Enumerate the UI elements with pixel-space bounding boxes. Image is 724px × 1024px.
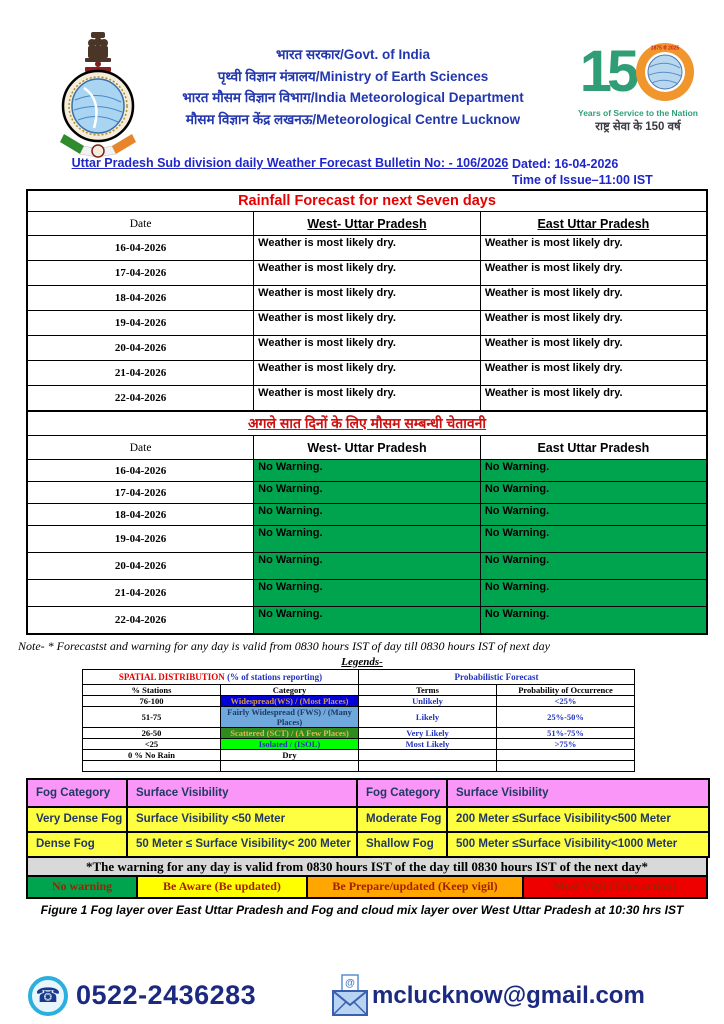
probability-cell: 25%-50% bbox=[497, 706, 635, 727]
warning-color-code-row bbox=[26, 875, 708, 899]
phone-contact bbox=[28, 976, 328, 1016]
warning-table-title-hindi: अगले सात दिनों के लिए मौसम सम्बन्धी चेतावनी bbox=[27, 411, 707, 436]
date-cell: 22-04-2026 bbox=[27, 607, 254, 634]
date-cell: 16-04-2026 bbox=[27, 460, 254, 482]
color-code-be-prepared: Be Prepare/updated (Keep vigil) bbox=[308, 877, 524, 897]
rainfall-table-title: Rainfall Forecast for next Seven days bbox=[27, 190, 707, 212]
header-line-govt: भारत सरकार/Govt. of India bbox=[276, 47, 430, 62]
date-cell: 21-04-2026 bbox=[27, 580, 254, 607]
color-code-no-warning: No warning bbox=[28, 877, 138, 897]
table-row bbox=[27, 336, 707, 361]
probability-cell: <25% bbox=[497, 695, 635, 706]
legend-row bbox=[83, 738, 635, 749]
category-cell: Scattered (SCT) / (A Few Places) bbox=[221, 727, 359, 738]
phone-number: 0522-2436283 bbox=[76, 980, 257, 1010]
date-cell: 20-04-2026 bbox=[27, 553, 254, 580]
east-forecast-cell: Weather is most likely dry. bbox=[480, 361, 707, 386]
fog-col-header: Surface Visibility bbox=[127, 779, 357, 807]
term-cell: Likely bbox=[359, 706, 497, 727]
term-cell bbox=[359, 749, 497, 760]
header-text-block bbox=[146, 44, 560, 130]
col-header-west: West- Uttar Pradesh bbox=[254, 212, 481, 236]
term-cell: Most Likely bbox=[359, 738, 497, 749]
fog-visibility-cell: 200 Meter ≤Surface Visibility<500 Meter bbox=[447, 807, 709, 832]
fog-col-header: Surface Visibility bbox=[447, 779, 709, 807]
category-cell: Dry bbox=[221, 749, 359, 760]
legends-caption: Legends- bbox=[341, 655, 383, 668]
west-forecast-cell: Weather is most likely dry. bbox=[254, 236, 481, 261]
header-line-centre: मौसम विज्ञान केंद्र लखनऊ/Meteorological Centre Lucknow bbox=[185, 111, 521, 127]
table-row bbox=[27, 361, 707, 386]
header-line-imd: भारत मौसम विज्ञान विभाग/India Meteorological Department bbox=[182, 90, 524, 106]
term-cell bbox=[359, 760, 497, 771]
col-header-date: Date bbox=[27, 436, 254, 460]
table-row bbox=[27, 236, 707, 261]
col-header-date: Date bbox=[27, 212, 254, 236]
table-row bbox=[27, 386, 707, 411]
table-row bbox=[27, 286, 707, 311]
stations-cell: 0 % No Rain bbox=[83, 749, 221, 760]
west-warning-cell: No Warning. bbox=[254, 607, 481, 634]
fog-category-cell: Dense Fog bbox=[27, 832, 127, 857]
west-forecast-cell: Weather is most likely dry. bbox=[254, 261, 481, 286]
category-cell: Widespread(WS) / (Most Places) bbox=[221, 695, 359, 706]
bulletin-title: Uttar Pradesh Sub division daily Weather Forecast Bulletin No: - 106/2026 bbox=[71, 156, 509, 170]
east-forecast-cell: Weather is most likely dry. bbox=[480, 286, 707, 311]
west-warning-cell: No Warning. bbox=[254, 482, 481, 504]
east-warning-cell: No Warning. bbox=[480, 526, 707, 553]
150-logo-digits: 15 bbox=[579, 39, 635, 104]
legends-table bbox=[82, 669, 635, 772]
west-warning-cell: No Warning. bbox=[254, 504, 481, 526]
legend-row bbox=[83, 706, 635, 727]
table-row bbox=[27, 526, 707, 553]
category-cell: Fairly Widespread (FWS) / (Many Places) bbox=[221, 706, 359, 727]
stations-cell: 51-75 bbox=[83, 706, 221, 727]
table-row bbox=[27, 482, 707, 504]
telephone-icon: ☎ bbox=[28, 976, 68, 1016]
west-forecast-cell: Weather is most likely dry. bbox=[254, 386, 481, 411]
fog-visibility-cell: 500 Meter ≤Surface Visibility<1000 Meter bbox=[447, 832, 709, 857]
west-forecast-cell: Weather is most likely dry. bbox=[254, 286, 481, 311]
email-envelope-icon bbox=[328, 973, 372, 1019]
east-forecast-cell: Weather is most likely dry. bbox=[480, 311, 707, 336]
east-warning-cell: No Warning. bbox=[480, 553, 707, 580]
150-caption-en: Years of Service to the Nation bbox=[578, 108, 698, 118]
east-warning-cell: No Warning. bbox=[480, 460, 707, 482]
rainfall-header-row bbox=[27, 212, 707, 236]
east-warning-cell: No Warning. bbox=[480, 504, 707, 526]
rainfall-forecast-table bbox=[26, 189, 708, 412]
table-row bbox=[27, 607, 707, 634]
fog-category-cell: Very Dense Fog bbox=[27, 807, 127, 832]
probability-cell bbox=[497, 760, 635, 771]
east-warning-cell: No Warning. bbox=[480, 482, 707, 504]
east-forecast-cell: Weather is most likely dry. bbox=[480, 336, 707, 361]
bulletin-issue-time: Time of Issue–11:00 IST bbox=[512, 173, 653, 188]
table-row bbox=[27, 580, 707, 607]
color-code-be-aware: Be Aware (Be updated) bbox=[138, 877, 308, 897]
warning-header-row bbox=[27, 436, 707, 460]
west-warning-cell: No Warning. bbox=[254, 553, 481, 580]
figure-caption: Figure 1 Fog layer over East Uttar Pradesh and Fog and cloud mix layer over West Uttar Pradesh at 10:30 hrs IST bbox=[40, 902, 684, 917]
bulletin-dated: Dated: 16-04-2026 bbox=[512, 157, 619, 171]
date-cell: 19-04-2026 bbox=[27, 311, 254, 336]
fog-header-row bbox=[27, 779, 709, 807]
table-row bbox=[27, 311, 707, 336]
west-warning-cell: No Warning. bbox=[254, 580, 481, 607]
table-row bbox=[27, 504, 707, 526]
east-forecast-cell: Weather is most likely dry. bbox=[480, 386, 707, 411]
category-cell: Isolated / (ISOL) bbox=[221, 738, 359, 749]
validity-footnote: Note- * Forecastst and warning for any day is valid from 0830 hours IST of day till 0830 hours IST of next day bbox=[18, 638, 550, 653]
fog-category-table bbox=[26, 778, 710, 858]
spatial-distribution-header: SPATIAL DISTRIBUTION (% of stations reporting) bbox=[83, 669, 359, 684]
west-forecast-cell: Weather is most likely dry. bbox=[254, 311, 481, 336]
term-cell: Unlikely bbox=[359, 695, 497, 706]
fog-visibility-cell: Surface Visibility <50 Meter bbox=[127, 807, 357, 832]
east-warning-cell: No Warning. bbox=[480, 580, 707, 607]
stations-cell: 26-50 bbox=[83, 727, 221, 738]
col-header-stations: % Stations bbox=[83, 684, 221, 695]
col-header-probability: Probability of Occurrence bbox=[497, 684, 635, 695]
fog-col-header: Fog Category bbox=[357, 779, 447, 807]
svg-text:1875 से 2025: 1875 से 2025 bbox=[651, 45, 680, 52]
term-cell: Very Likely bbox=[359, 727, 497, 738]
date-cell: 18-04-2026 bbox=[27, 286, 254, 311]
color-code-most-vigil: Most Vigil (Take action) bbox=[524, 877, 706, 897]
col-header-east: East Uttar Pradesh bbox=[480, 212, 707, 236]
col-header-west: West- Uttar Pradesh bbox=[254, 436, 481, 460]
probabilistic-forecast-header: Probabilistic Forecast bbox=[359, 669, 635, 684]
150-globe-zero-icon bbox=[634, 41, 696, 103]
stations-cell: 76-100 bbox=[83, 695, 221, 706]
email-contact bbox=[328, 973, 645, 1019]
warning-validity-banner: *The warning for any day is valid from 0830 hours IST of the day till 0830 hours IST of the next day* bbox=[26, 856, 708, 877]
col-header-category: Category bbox=[221, 684, 359, 695]
fog-row bbox=[27, 807, 709, 832]
fog-category-cell: Moderate Fog bbox=[357, 807, 447, 832]
legend-row bbox=[83, 727, 635, 738]
bulletin-date-block bbox=[512, 156, 664, 189]
contact-footer bbox=[0, 973, 724, 1019]
imd-emblem-icon bbox=[50, 30, 146, 158]
stations-cell bbox=[83, 760, 221, 771]
table-row bbox=[27, 261, 707, 286]
date-cell: 20-04-2026 bbox=[27, 336, 254, 361]
fog-row bbox=[27, 832, 709, 857]
west-forecast-cell: Weather is most likely dry. bbox=[254, 336, 481, 361]
legend-row bbox=[83, 749, 635, 760]
date-cell: 17-04-2026 bbox=[27, 261, 254, 286]
legends-group-header-row bbox=[83, 669, 635, 684]
west-warning-cell: No Warning. bbox=[254, 526, 481, 553]
email-address: mclucknow@gmail.com bbox=[372, 981, 645, 1009]
legend-row bbox=[83, 695, 635, 706]
east-warning-cell: No Warning. bbox=[480, 607, 707, 634]
bulletin-title-row bbox=[0, 156, 724, 189]
date-cell: 18-04-2026 bbox=[27, 504, 254, 526]
table-row bbox=[27, 553, 707, 580]
probability-cell: 51%-75% bbox=[497, 727, 635, 738]
150-years-logo bbox=[560, 40, 716, 134]
legends-column-header-row bbox=[83, 684, 635, 695]
table-row bbox=[27, 460, 707, 482]
header-line-ministry: पृथ्वी विज्ञान मंत्रालय/Ministry of Earth Sciences bbox=[217, 68, 489, 84]
stations-cell: <25 bbox=[83, 738, 221, 749]
west-forecast-cell: Weather is most likely dry. bbox=[254, 361, 481, 386]
weather-warning-table bbox=[26, 410, 708, 635]
probability-cell bbox=[497, 749, 635, 760]
category-cell bbox=[221, 760, 359, 771]
fog-visibility-cell: 50 Meter ≤ Surface Visibility< 200 Meter bbox=[127, 832, 357, 857]
150-caption-hi: राष्ट्र सेवा के 150 वर्ष bbox=[595, 121, 681, 133]
east-forecast-cell: Weather is most likely dry. bbox=[480, 236, 707, 261]
east-forecast-cell: Weather is most likely dry. bbox=[480, 261, 707, 286]
fog-col-header: Fog Category bbox=[27, 779, 127, 807]
date-cell: 16-04-2026 bbox=[27, 236, 254, 261]
document-header bbox=[0, 0, 724, 150]
probability-cell: >75% bbox=[497, 738, 635, 749]
svg-text:@: @ bbox=[345, 977, 355, 989]
date-cell: 19-04-2026 bbox=[27, 526, 254, 553]
fog-category-cell: Shallow Fog bbox=[357, 832, 447, 857]
col-header-terms: Terms bbox=[359, 684, 497, 695]
west-warning-cell: No Warning. bbox=[254, 460, 481, 482]
date-cell: 17-04-2026 bbox=[27, 482, 254, 504]
col-header-east: East Uttar Pradesh bbox=[480, 436, 707, 460]
date-cell: 21-04-2026 bbox=[27, 361, 254, 386]
legend-row bbox=[83, 760, 635, 771]
date-cell: 22-04-2026 bbox=[27, 386, 254, 411]
